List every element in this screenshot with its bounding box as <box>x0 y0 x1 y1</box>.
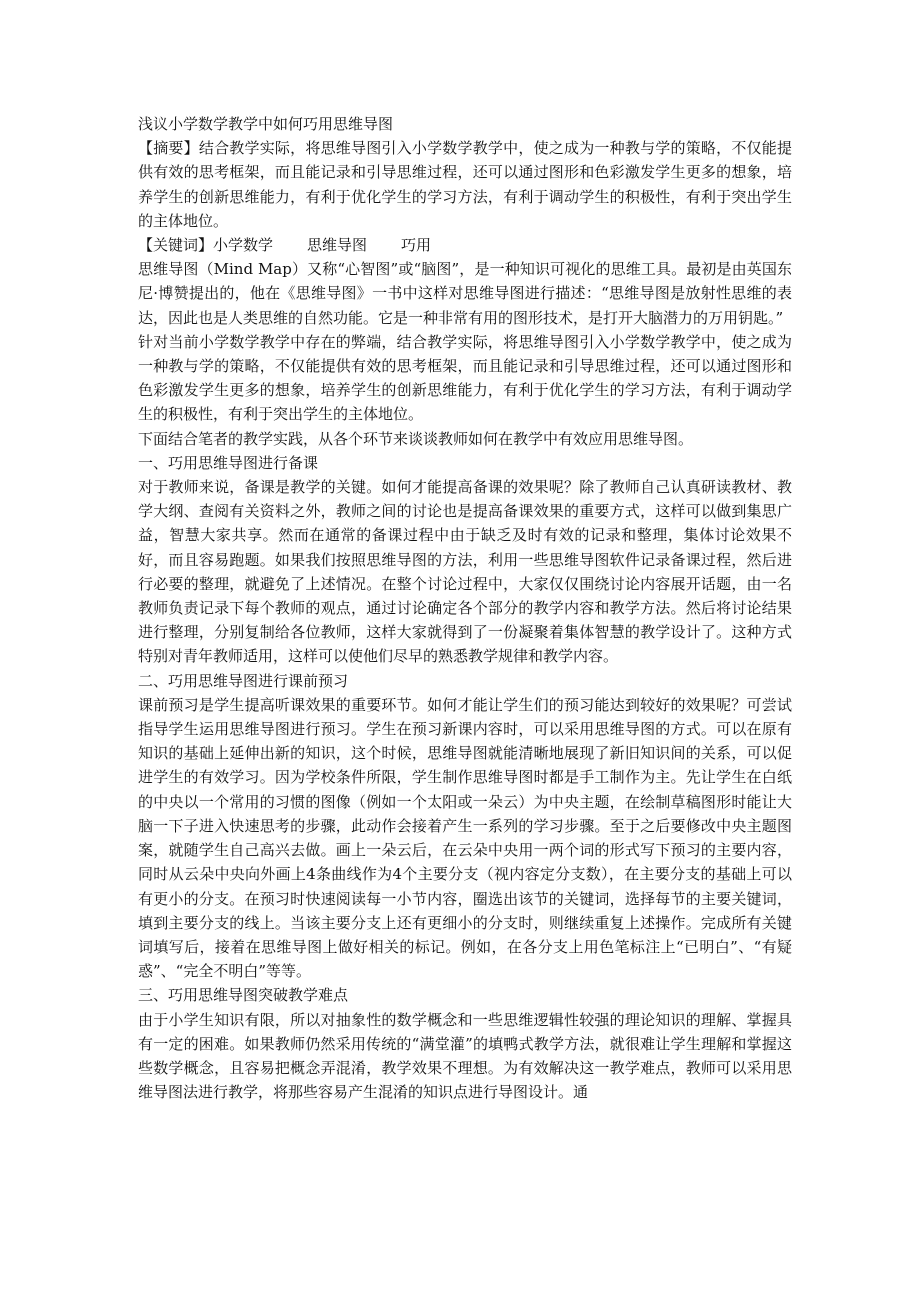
document-page <box>138 112 792 1104</box>
section-heading: 二、巧用思维导图进行课前预习 <box>138 671 349 690</box>
document-title: 浅议小学数学教学中如何巧用思维导图 <box>138 115 394 133</box>
keyword-item: 小学数学 <box>213 236 274 255</box>
abstract: 【摘要】结合教学实际，将思维导图引入小学数学教学中，使之成为一种教与学的策略，不仅能提供有效的思考框架，而且能记录和引导思维过程，还可以通过图形和色彩激发学生更多的想象，培养学生的创新思维能力，有利于优化学生的学习方法，有利于调动学生的积极性，有利于突出学生的主体地位。 <box>138 139 792 230</box>
paragraph: 针对当前小学数学教学中存在的弊端，结合教学实际，将思维导图引入小学数学教学中，使之成为一种教与学的策略，不仅能提供有效的思考框架，而且能记录和引导思维过程，还可以通过图形和色彩激发学生更多的想象，培养学生的创新思维能力，有利于优化学生的学习方法，有利于调动学生的积极性，有利于突出学生的主体地位。 <box>138 332 792 424</box>
section-body: 对于教师来说，备课是教学的关键。如何才能提高备课的效果呢？除了教师自己认真研读教材、教学大纲、查阅有关资料之外，教师之间的讨论也是提高备课效果的重要方式，这样可以做到集思广益，智慧大家共享。然而在通常的备课过程中由于缺乏及时有效的记录和整理，集体讨论效果不好，而且容易跑题。如果我们按照思维导图的方法，利用一些思维导图软件记录备课过程，然后进行必要的整理，就避免了上述情况。在整个讨论过程中，大家仅仅围绕讨论内容展开话题，由一名教师负责记录下每个教师的观点，通过讨论确定各个部分的教学内容和教学方法。然后将讨论结果进行整理，分别复制给各位教师，这样大家就得到了一份凝聚着集体智慧的教学设计了。这种方式特别对青年教师适用，这样可以使他们尽早的熟悉教学规律和教学内容。 <box>138 478 792 666</box>
keyword-item: 思维导图 <box>307 236 368 255</box>
keyword-item: 巧用 <box>401 236 432 255</box>
paragraph: 思维导图（Mind Map）又称“心智图”或“脑图”，是一种知识可视化的思维工具。最初是由英国东尼·博赞提出的，他在《思维导图》一书中这样对思维导图进行描述：“思维导图是放射性思维的表达，因此也是人类思维的自然功能。它是一种非常有用的图形技术，是打开大脑潜力的万用钥匙。” <box>138 260 792 327</box>
section-body: 由于小学生知识有限，所以对抽象性的数学概念和一些思维逻辑性较强的理论知识的理解、掌握具有一定的困难。如果教师仍然采用传统的“满堂灌”的填鸭式教学方法，就很难让学生理解和掌握这些数学概念，且容易把概念弄混淆，教学效果不理想。为有效解决这一教学难点，教师可以采用思维导图法进行教学，将那些容易产生混淆的知识点进行导图设计。通 <box>138 1010 792 1102</box>
section-heading: 三、巧用思维导图突破教学难点 <box>138 986 349 1005</box>
section-body: 课前预习是学生提高听课效果的重要环节。如何才能让学生们的预习能达到较好的效果呢？可尝试指导学生运用思维导图进行预习。学生在预习新课内容时，可以采用思维导图的方式。可以在原有知识的基础上延伸出新的知识，这个时候，思维导图就能清晰地展现了新旧知识间的关系，可以促进学生的有效学习。因为学校条件所限，学生制作思维导图时都是手工制作为主。先让学生在白纸的中央以一个常用的习惯的图像（例如一个太阳或一朵云）为中央主题，在绘制草稿图形时能让大脑一下子进入快速思考的步骤，此动作会接着产生一系列的学习步骤。至于之后要修改中央主题图案，就随学生自己高兴去做。画上一朵云后，在云朵中央用一两个词的形式写下预习的主要内容，同时从云朵中央向外画上4条曲线作为4个主要分支（视内容定分支数），在主要分支的基础上可以有更小的分支。在预习时快速阅读每一小节内容，圈选出该节的关键词，选择每节的主要关键词，填到主要分支的线上。当该主要分支上还有更细小的分支时，则继续重复上述操作。完成所有关键词填写后，接着在思维导图上做好相关的标记。例如，在各分支上用色笔标注上“已明白”、“有疑惑”、“完全不明白”等等。 <box>138 695 792 981</box>
keywords-line <box>138 233 792 257</box>
section-heading: 一、巧用思维导图进行备课 <box>138 453 319 472</box>
keywords-label: 【关键词】 <box>138 236 214 255</box>
paragraph: 下面结合笔者的教学实践，从各个环节来谈谈教师如何在教学中有效应用思维导图。 <box>138 429 694 448</box>
